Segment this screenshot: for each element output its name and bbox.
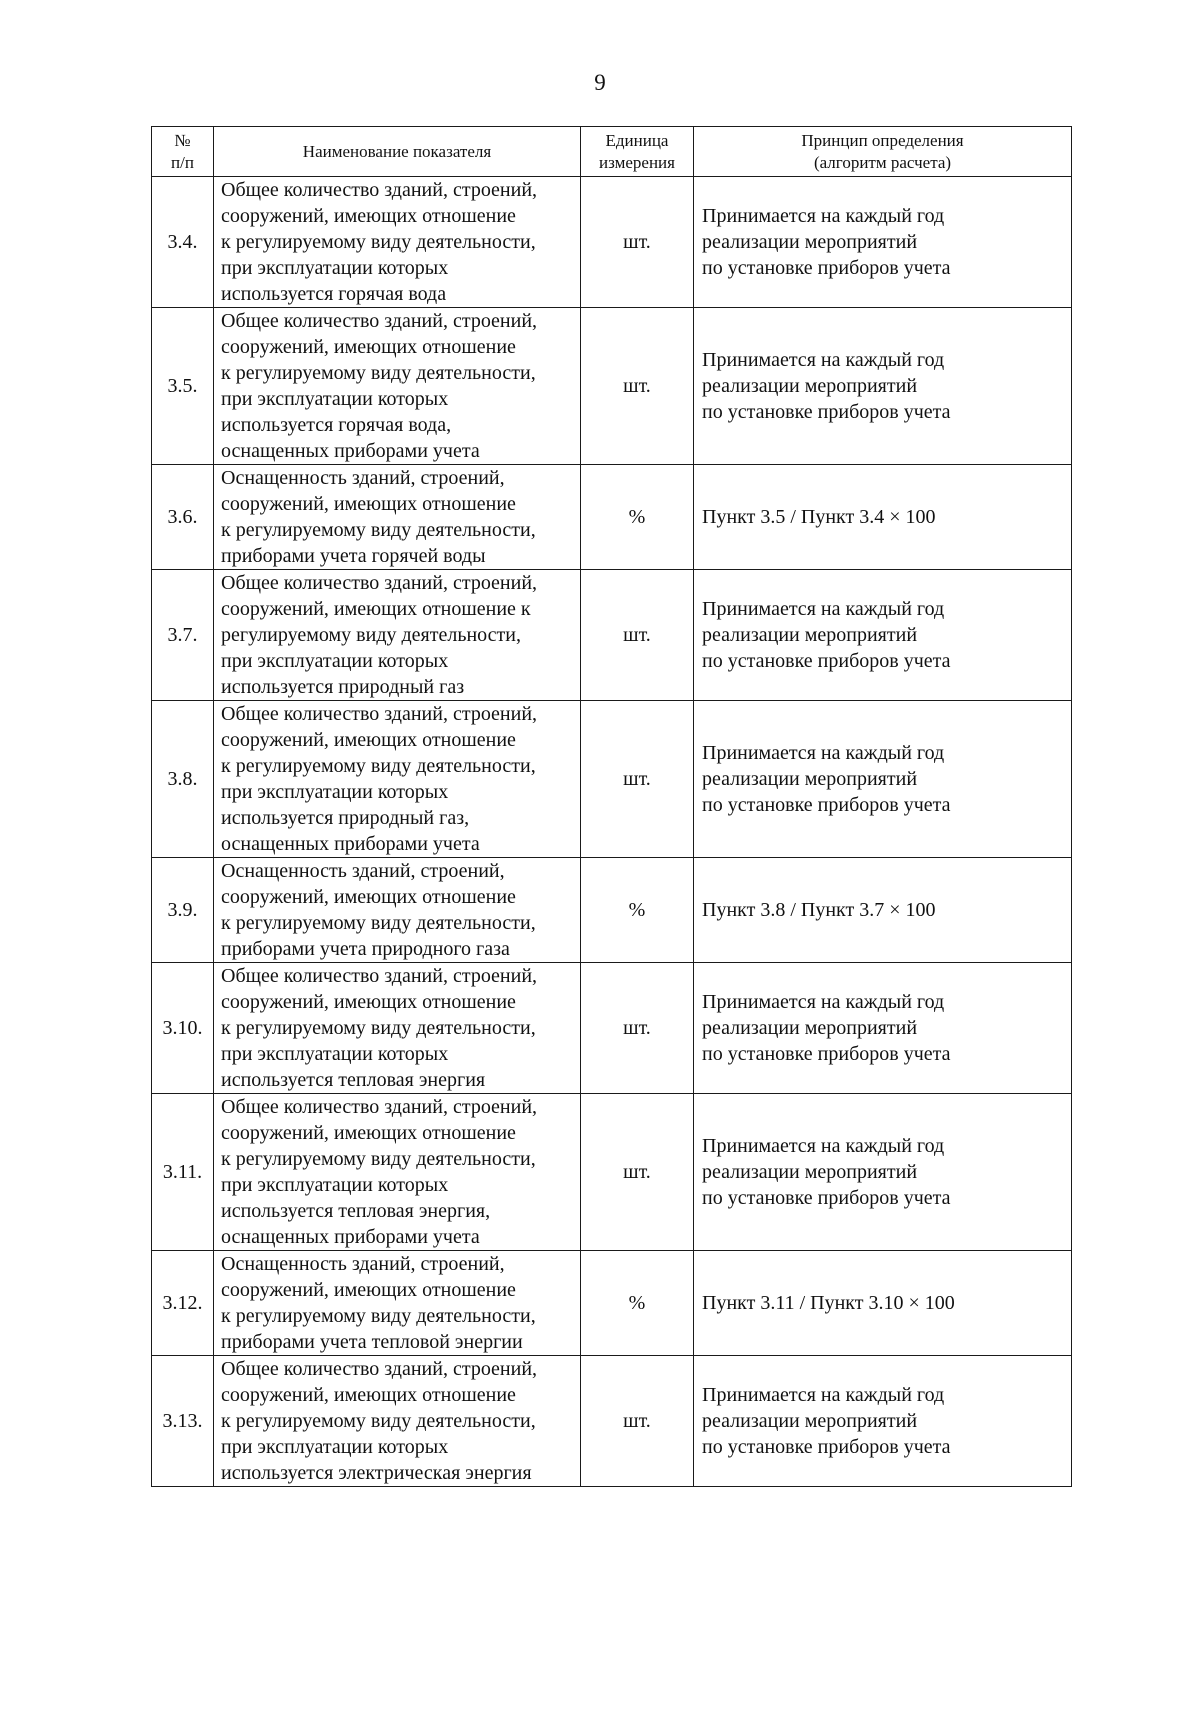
unit-of-measure: % xyxy=(581,858,694,963)
table-row xyxy=(152,701,1072,858)
header-unit: Единица измерения xyxy=(581,127,694,177)
unit-of-measure: шт. xyxy=(581,177,694,308)
row-number: 3.12. xyxy=(152,1251,214,1356)
determination-rule: Принимается на каждый год реализации мероприятий по установке приборов учета xyxy=(694,308,1072,465)
unit-of-measure: шт. xyxy=(581,1356,694,1487)
determination-rule: Принимается на каждый год реализации мероприятий по установке приборов учета xyxy=(694,701,1072,858)
unit-of-measure: % xyxy=(581,1251,694,1356)
determination-rule: Пункт 3.11 / Пункт 3.10 × 100 xyxy=(694,1251,1072,1356)
determination-rule: Пункт 3.8 / Пункт 3.7 × 100 xyxy=(694,858,1072,963)
table-body xyxy=(152,177,1072,1487)
table-row xyxy=(152,177,1072,308)
row-number: 3.7. xyxy=(152,570,214,701)
unit-of-measure: шт. xyxy=(581,1094,694,1251)
table-row xyxy=(152,858,1072,963)
table-row xyxy=(152,570,1072,701)
unit-of-measure: шт. xyxy=(581,570,694,701)
unit-of-measure: шт. xyxy=(581,963,694,1094)
unit-of-measure: шт. xyxy=(581,308,694,465)
unit-of-measure: шт. xyxy=(581,701,694,858)
determination-rule: Принимается на каждый год реализации мероприятий по установке приборов учета xyxy=(694,963,1072,1094)
row-number: 3.11. xyxy=(152,1094,214,1251)
table-row xyxy=(152,1356,1072,1487)
row-number: 3.8. xyxy=(152,701,214,858)
determination-rule: Принимается на каждый год реализации мероприятий по установке приборов учета xyxy=(694,1094,1072,1251)
row-number: 3.13. xyxy=(152,1356,214,1487)
indicator-name: Оснащенность зданий, строений, сооружений, имеющих отношение к регулируемому виду деятельности, приборами учета природного газа xyxy=(214,858,581,963)
indicator-name: Общее количество зданий, строений, сооружений, имеющих отношение к регулируемому виду деятельности, при эксплуатации которых используется горячая вода xyxy=(214,177,581,308)
row-number: 3.6. xyxy=(152,465,214,570)
indicator-name: Общее количество зданий, строений, сооружений, имеющих отношение к регулируемому виду деятельности, при эксплуатации которых используется природный газ, оснащенных приборами учета xyxy=(214,701,581,858)
row-number: 3.5. xyxy=(152,308,214,465)
determination-rule: Принимается на каждый год реализации мероприятий по установке приборов учета xyxy=(694,1356,1072,1487)
header-rule: Принцип определения (алгоритм расчета) xyxy=(694,127,1072,177)
indicator-name: Оснащенность зданий, строений, сооружений, имеющих отношение к регулируемому виду деятельности, приборами учета тепловой энергии xyxy=(214,1251,581,1356)
indicators-table xyxy=(151,126,1072,1487)
header-num: № п/п xyxy=(152,127,214,177)
page-number: 9 xyxy=(594,70,606,95)
determination-rule: Пункт 3.5 / Пункт 3.4 × 100 xyxy=(694,465,1072,570)
row-number: 3.4. xyxy=(152,177,214,308)
table-row xyxy=(152,1094,1072,1251)
row-number: 3.10. xyxy=(152,963,214,1094)
indicator-name: Общее количество зданий, строений, сооружений, имеющих отношение к регулируемому виду деятельности, при эксплуатации которых используется тепловая энергия, оснащенных приборами учета xyxy=(214,1094,581,1251)
header-name: Наименование показателя xyxy=(214,127,581,177)
determination-rule: Принимается на каждый год реализации мероприятий по установке приборов учета xyxy=(694,570,1072,701)
table-row xyxy=(152,963,1072,1094)
table-header-row xyxy=(152,127,1072,177)
table-row xyxy=(152,465,1072,570)
row-number: 3.9. xyxy=(152,858,214,963)
indicator-name: Общее количество зданий, строений, сооружений, имеющих отношение к регулируемому виду деятельности, при эксплуатации которых используется тепловая энергия xyxy=(214,963,581,1094)
unit-of-measure: % xyxy=(581,465,694,570)
table-row xyxy=(152,308,1072,465)
determination-rule: Принимается на каждый год реализации мероприятий по установке приборов учета xyxy=(694,177,1072,308)
indicator-name: Оснащенность зданий, строений, сооружений, имеющих отношение к регулируемому виду деятельности, приборами учета горячей воды xyxy=(214,465,581,570)
indicator-name: Общее количество зданий, строений, сооружений, имеющих отношение к регулируемому виду деятельности, при эксплуатации которых используется электрическая энергия xyxy=(214,1356,581,1487)
indicator-name: Общее количество зданий, строений, сооружений, имеющих отношение к регулируемому виду деятельности, при эксплуатации которых используется природный газ xyxy=(214,570,581,701)
indicator-name: Общее количество зданий, строений, сооружений, имеющих отношение к регулируемому виду деятельности, при эксплуатации которых используется горячая вода, оснащенных приборами учета xyxy=(214,308,581,465)
table-row xyxy=(152,1251,1072,1356)
